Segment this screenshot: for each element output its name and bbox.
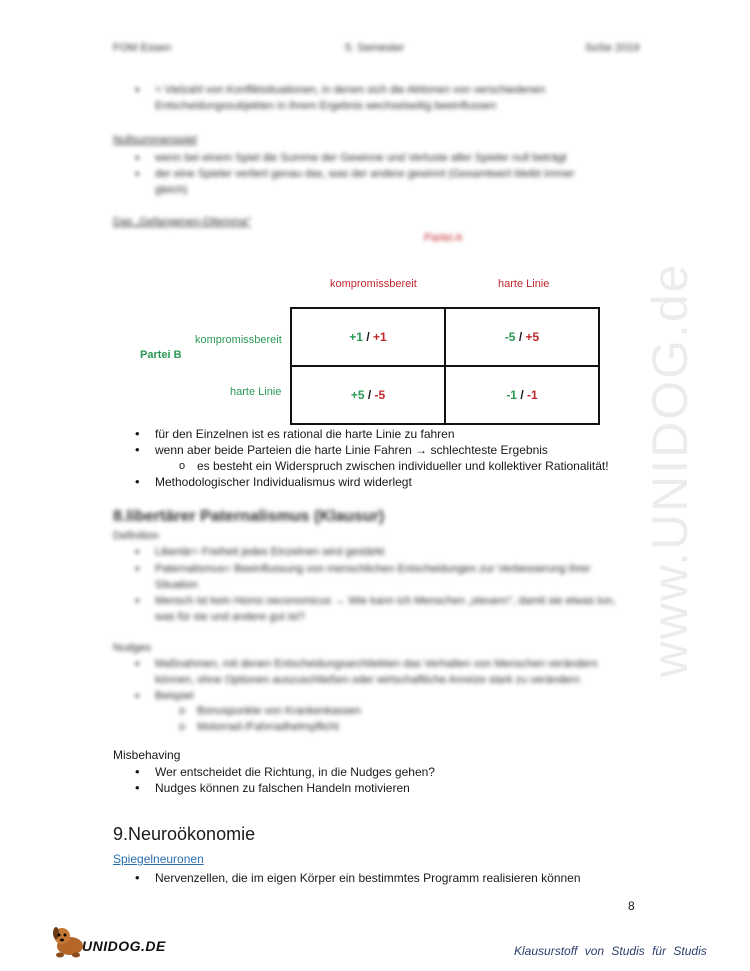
payoff-separator: / (516, 388, 527, 402)
payoff-cell (445, 308, 599, 366)
payoff-a: -1 (527, 388, 538, 402)
payoff-a: +5 (525, 330, 540, 344)
payoff-b: +5 (350, 388, 365, 402)
misbehaving-label: Misbehaving (113, 748, 181, 762)
sub-list-item: o es besteht ein Widerspruch zwischen individueller und kollektiver Rationalität! (197, 458, 609, 474)
footer-tagline: Klausurstoff von Studis für Studis (514, 944, 707, 958)
payoff-b: +1 (349, 330, 363, 344)
section-heading-neuro: 9.Neuroökonomie (113, 824, 256, 844)
column-header-hart: harte Linie (498, 278, 550, 290)
list-item: • Paternalismus= Beeinflussung von menschlichen Entscheidungen zur Verbesserung ihrer Situation (155, 561, 615, 593)
list-item: • Beispiel (155, 688, 194, 704)
list-item: • wenn bei einem Spiel die Summe der Gewinne und Verluste aller Spieler null beträgt (155, 150, 595, 166)
list-item: • Wer entscheidet die Richtung, in die Nudges gehen? (155, 764, 435, 780)
payoff-separator: / (364, 388, 375, 402)
partei-a-label: Partei A (424, 232, 463, 244)
header-center: 5. Semester (345, 42, 405, 54)
list-item: • Methodologischer Individualismus wird widerlegt (155, 474, 412, 490)
list-item: • für den Einzelnen ist es rational die harte Linie zu fahren (155, 426, 455, 442)
payoff-a: -5 (374, 388, 386, 402)
list-item: • Nervenzellen, die im eigen Körper ein bestimmtes Programm realisieren können (155, 870, 581, 886)
logo-text: UNIDOG.DE (82, 938, 166, 954)
list-item: • Libertär= Freiheit jedes Einzelnen wird gestärkt (155, 544, 615, 560)
section-heading-dilemma: Das „Gefangenen-Dilemma" (113, 216, 251, 228)
list-item: • wenn aber beide Parteien die harte Linie Fahren → schlechteste Ergebnis (155, 442, 548, 458)
payoff-cell (291, 308, 445, 366)
section-heading-paternalismus: 8.libertärer Paternalismus (Klausur) (113, 508, 385, 525)
payoff-separator: / (362, 330, 373, 344)
header-left: FOM Essen (113, 42, 172, 54)
subheading-spiegelneuronen: Spiegelneuronen (113, 852, 204, 866)
payoff-separator: / (515, 330, 526, 344)
page-number: 8 (628, 899, 635, 913)
header-right: SoSe 2019 (585, 42, 640, 54)
watermark: www.UNIDOG.de (642, 262, 698, 678)
payoff-cell (291, 366, 445, 424)
column-header-kompromiss: kompromissbereit (330, 278, 417, 290)
list-item: • Nudges können zu falschen Handeln motivieren (155, 780, 410, 796)
definition-label: Definition (113, 530, 159, 542)
payoff-b: -5 (504, 330, 516, 344)
list-item: • Mensch ist kein Homo oeconomicus → Wie kann ich Menschen „steuern", damit sie etwas tun, was für sie und andere gut ist? (155, 593, 625, 625)
payoff-b: -1 (506, 388, 517, 402)
list-item: • der eine Spieler verliert genau das, was der andere gewinnt (Gesamtwert bleibt immer gleich) (155, 166, 595, 198)
payoff-a: +1 (373, 330, 387, 344)
payoff-matrix (290, 307, 600, 425)
footer-logo (50, 924, 170, 960)
partei-b-label: Partei B (140, 349, 182, 361)
nudges-label: Nudges (113, 642, 151, 654)
sub-list-item: o Bonuspunkte von Krankenkassen (197, 703, 361, 719)
payoff-cell (445, 366, 599, 424)
row-header-kompromiss: kompromissbereit (195, 334, 282, 346)
section-heading-nullsumme: Nullsummenspiel (113, 134, 197, 146)
list-item: • Maßnahmen, mit denen Entscheidungsarchitekten das Verhalten von Menschen verändern können, ohne Optionen auszuschließen oder wirtschaftliche Anreize stark zu verändern (155, 656, 625, 688)
row-header-hart: harte Linie (230, 386, 282, 398)
sub-list-item: o Motorrad-/Fahrradhelmpflicht (197, 719, 339, 735)
list-item: • = Vielzahl von Konfliktsituationen, in denen sich die Aktionen von verschiedenen Entscheidungssubjekten in ihrem Ergebnis wechselseitig beeinflussen (155, 82, 575, 114)
